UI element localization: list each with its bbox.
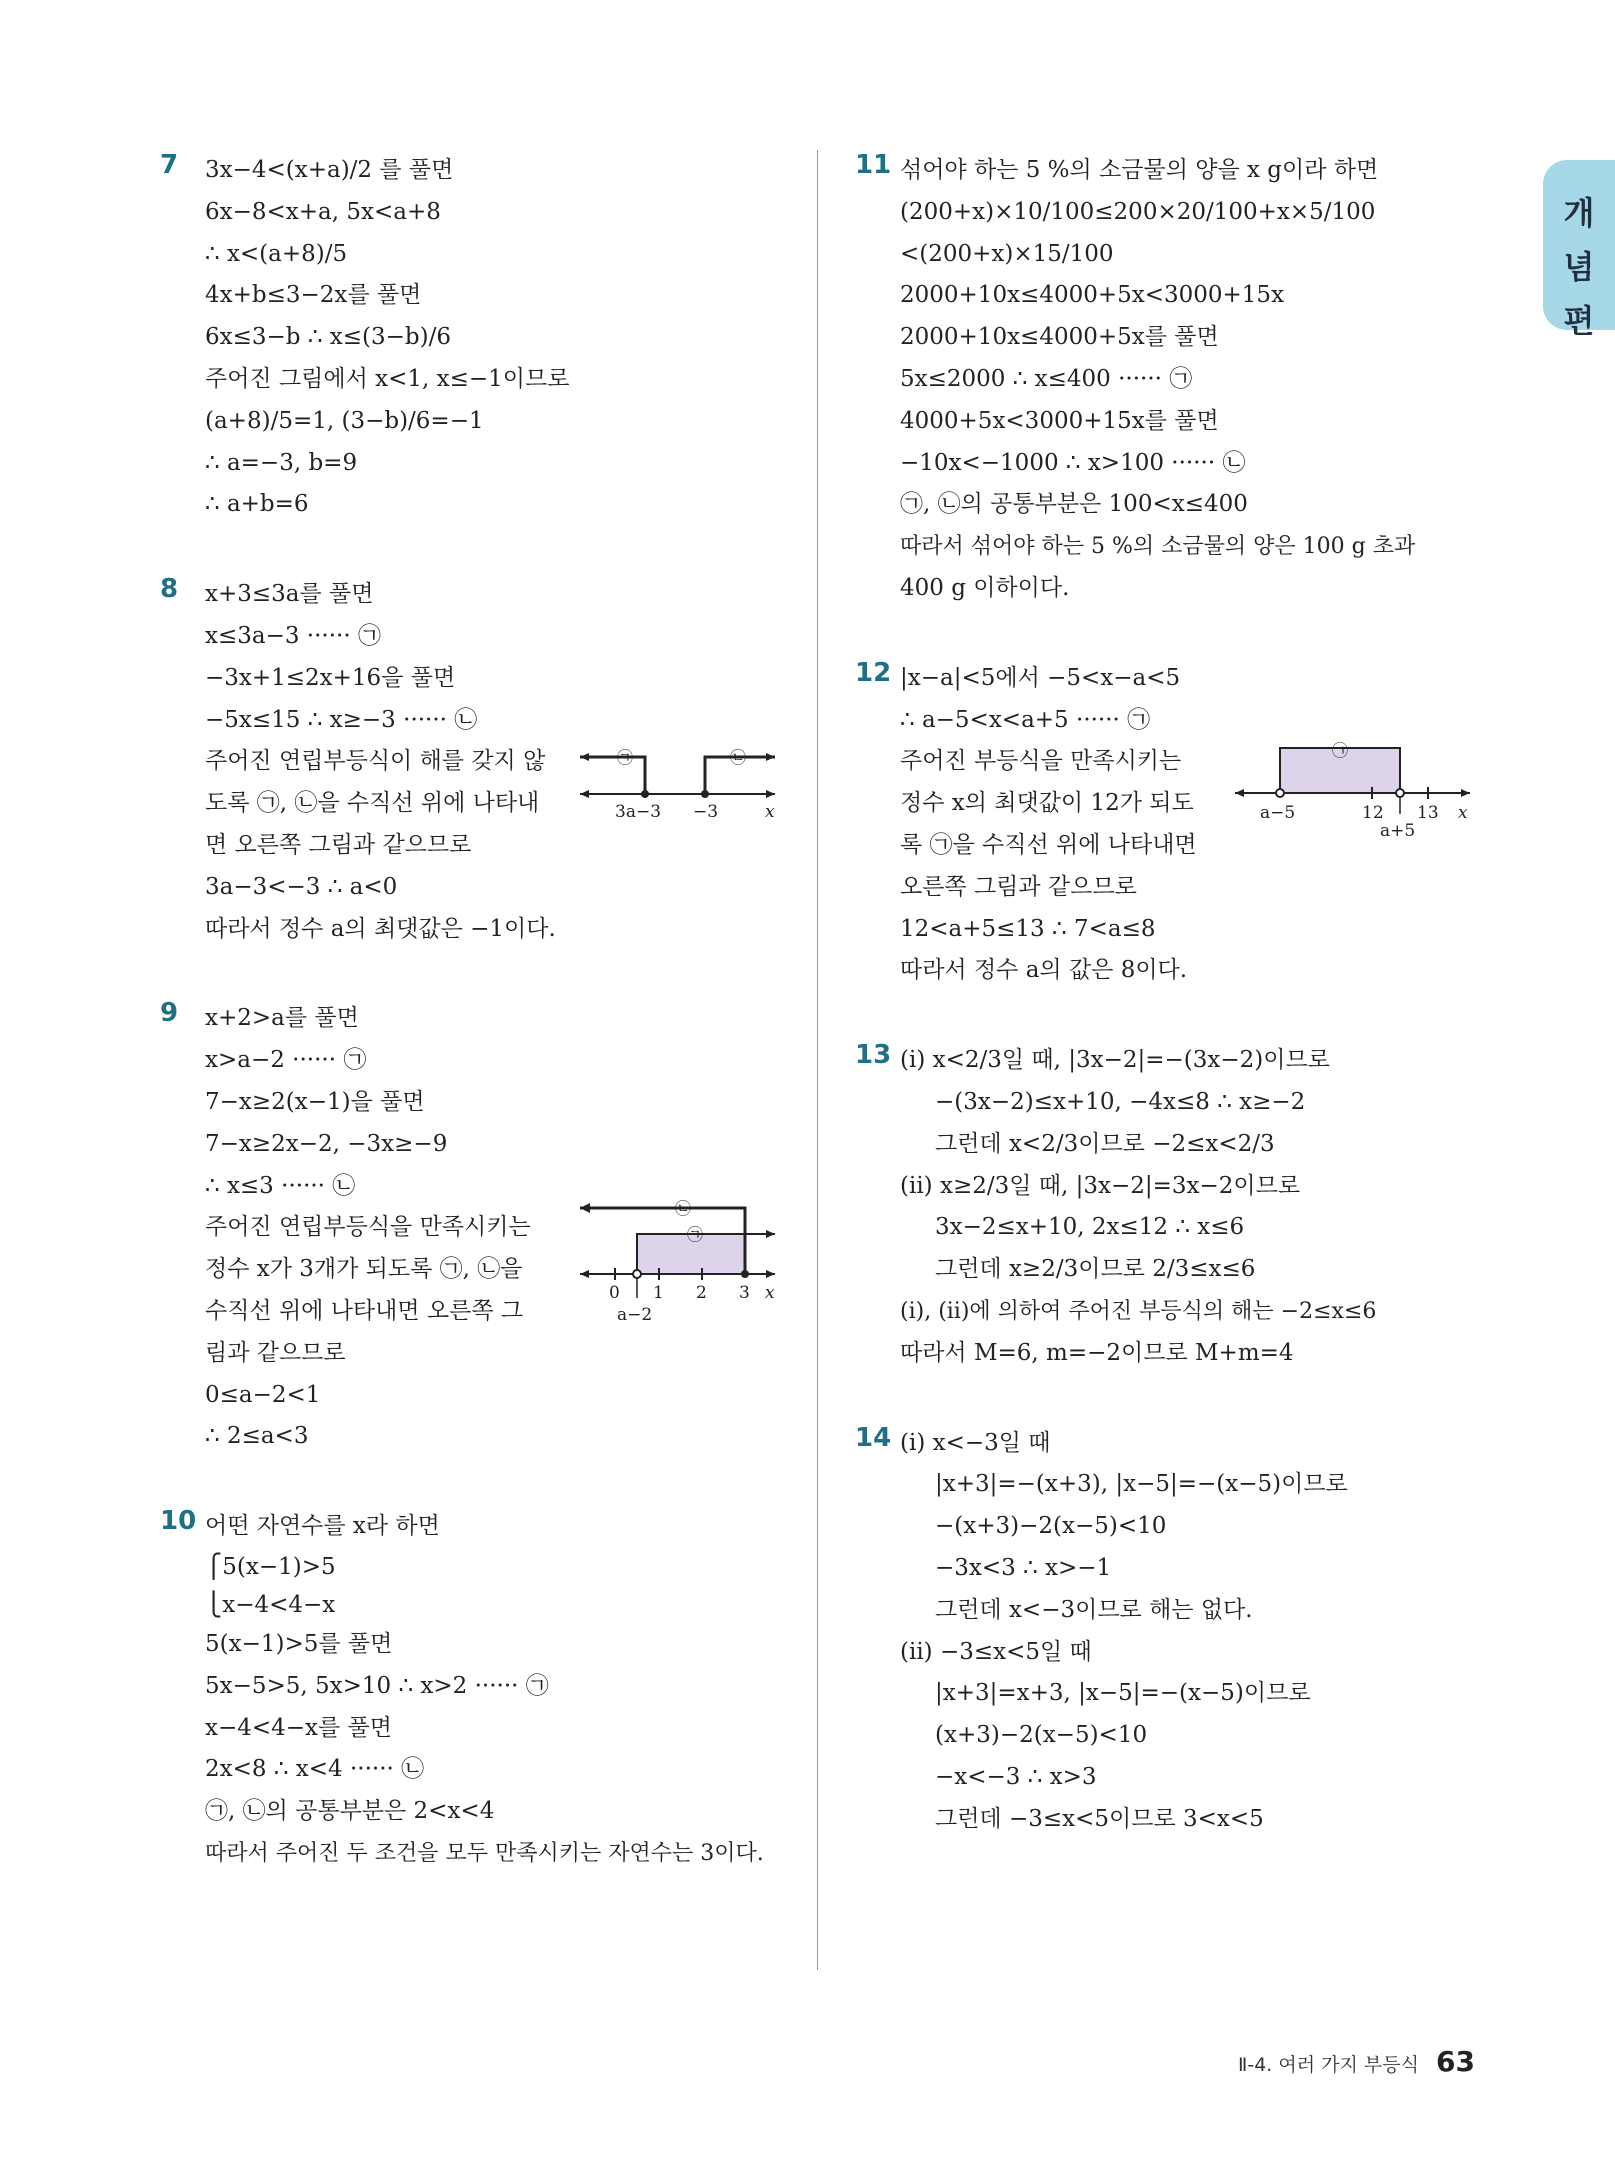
solution-line: −(3x−2)≤x+10, −4x≤8 ∴ x≥−2 [935,1088,1306,1115]
label-a+5: a+5 [1380,820,1416,838]
solution-line: 6x≤3−b ∴ x≤(3−b)/6 [205,324,451,351]
number-line-figure-12 [1230,738,1480,838]
solution-line: 오른쪽 그림과 같으므로 [900,873,1137,900]
solution-line: 그런데 x<−3이므로 해는 없다. [935,1596,1253,1623]
solution-line: −3x<3 ∴ x>−1 [935,1554,1112,1581]
solution-line: 3x−2≤x+10, 2x≤12 ∴ x≤6 [935,1214,1245,1241]
solution-line: 5x−5>5, 5x>10 ∴ x>2 ······ ㉠ [205,1672,549,1699]
mark-a: ㉠ [617,748,634,768]
solution-line: 따라서 섞어야 하는 5 %의 소금물의 양은 100 g 초과 [900,534,1416,560]
problem-8 [160,574,790,950]
problem-13 [855,1040,1495,1374]
solution-line: 2000+10x≤4000+5x<3000+15x [900,282,1285,309]
solution-line: |x−a|<5에서 −5<x−a<5 [900,664,1181,691]
solution-line: 4000+5x<3000+15x를 풀면 [900,407,1219,434]
solution-line: 4x+b≤3−2x를 풀면 [205,282,422,309]
solution-line: ㉠, ㉡의 공통부분은 2<x<4 [205,1798,495,1825]
solution-line: (ⅰ) x<2/3일 때, |3x−2|=−(3x−2)이므로 [900,1047,1330,1074]
solution-line: −x<−3 ∴ x>3 [935,1763,1097,1790]
solution-line: 면 오른쪽 그림과 같으므로 [205,831,472,858]
solution-line: 어떤 자연수를 x라 하면 [205,1513,440,1540]
solution-line: 섞어야 하는 5 %의 소금물의 양을 x g이라 하면 [900,157,1379,183]
solution-line: 7−x≥2x−2, −3x≥−9 [205,1130,448,1157]
solution-line: 2x<8 ∴ x<4 ······ ㉡ [205,1756,425,1783]
solution-line: (a+8)/5=1, (3−b)/6=−1 [205,407,484,434]
solution-line: −5x≤15 ∴ x≥−3 ······ ㉡ [205,706,478,733]
tab-char-2: 념 [1563,248,1595,286]
solution-line: 따라서 정수 a의 최댓값은 −1이다. [205,915,556,942]
solution-line: 록 ㉠을 수직선 위에 나타내면 [900,831,1197,858]
label-3a-3: 3a−3 [615,802,662,820]
solution-line: 400 g 이하이다. [900,574,1070,601]
number-line-figure-8 [575,739,785,819]
solution-line: 주어진 연립부등식을 만족시키는 [205,1214,531,1241]
solution-line: 5(x−1)>5를 풀면 [205,1630,393,1657]
solution-line: ∴ a=−3, b=9 [205,449,358,476]
column-divider [817,150,818,1970]
solution-line: 주어진 연립부등식이 해를 갖지 않 [205,748,546,775]
tab-char-1: 개 [1563,194,1595,232]
solution-line: 12<a+5≤13 ∴ 7<a≤8 [900,915,1156,942]
solution-line: 정수 x가 3개가 되도록 ㉠, ㉡을 [205,1256,523,1283]
problem-number: 14 [855,1422,892,1453]
problem-11 [855,150,1495,610]
label-x: x [765,802,775,820]
problem-number: 7 [160,150,179,180]
solution-line: ⎩x−4<4−x [205,1591,336,1618]
label-1: 1 [653,1283,664,1304]
mark-a: ㉠ [687,1225,704,1245]
solution-line: ⎧5(x−1)>5 [205,1553,336,1580]
solution-line: 7−x≥2(x−1)을 풀면 [205,1088,425,1115]
solution-line: |x+3|=x+3, |x−5|=−(x−5)이므로 [935,1680,1311,1707]
solution-line: x−4<4−x를 풀면 [205,1714,392,1741]
problem-number: 12 [855,657,892,688]
problem-number: 10 [160,1506,197,1537]
label-2: 2 [696,1283,707,1304]
label-a-2: a−2 [617,1305,653,1326]
solution-line: x≤3a−3 ······ ㉠ [205,622,381,649]
solution-line: 5x≤2000 ∴ x≤400 ······ ㉠ [900,365,1193,392]
solution-line: (ⅱ) x≥2/3일 때, |3x−2|=3x−2이므로 [900,1172,1301,1199]
mark-b: ㉡ [730,748,747,768]
problem-number: 13 [855,1040,892,1071]
left-column [160,150,790,1875]
solution-line: |x+3|=−(x+3), |x−5|=−(x−5)이므로 [935,1471,1348,1498]
tab-char-3: 편 [1563,302,1595,340]
problem-number: 8 [160,574,179,605]
solution-line: 주어진 부등식을 만족시키는 [900,748,1182,775]
solution-line: ㉠, ㉡의 공통부분은 100<x≤400 [900,491,1248,518]
label-13: 13 [1417,802,1439,823]
solution-line: ∴ 2≤a<3 [205,1423,309,1450]
solution-line: 3x−4<(x+a)/2 를 풀면 [205,157,454,183]
solution-line: −3x+1≤2x+16을 풀면 [205,664,456,691]
solution-line: ∴ x≤3 ······ ㉡ [205,1172,356,1199]
label-x: x [1458,802,1468,823]
problem-7 [160,150,790,526]
solution-line: (ⅰ) x<−3일 때 [900,1429,1051,1456]
label-x: x [765,1283,775,1304]
solution-line: 따라서 주어진 두 조건을 모두 만족시키는 자연수는 3이다. [205,1840,764,1866]
solution-line: −10x<−1000 ∴ x>100 ······ ㉡ [900,449,1246,476]
solution-line: x+2>a를 풀면 [205,1005,359,1032]
mark-a: ㉠ [1332,740,1349,760]
solution-line: 3a−3<−3 ∴ a<0 [205,873,398,900]
label-a-5: a−5 [1260,802,1296,823]
problem-9 [160,998,790,1458]
solution-line: ∴ a−5<x<a+5 ······ ㉠ [900,706,1151,733]
solution-line: 2000+10x≤4000+5x를 풀면 [900,324,1219,351]
right-column [855,150,1495,1840]
solution-line: −(x+3)−2(x−5)<10 [935,1513,1167,1540]
solution-line: 그런데 −3≤x<5이므로 3<x<5 [935,1805,1264,1832]
section-title: Ⅱ-4. 여러 가지 부등식 [1238,2054,1419,2076]
solution-line: 도록 ㉠, ㉡을 수직선 위에 나타내 [205,790,540,817]
solution-line: 정수 x의 최댓값이 12가 되도 [900,790,1194,817]
solution-line: (200+x)×10/100≤200×20/100+x×5/100 [900,198,1376,225]
solution-line: 수직선 위에 나타내면 오른쪽 그 [205,1297,524,1324]
section-tab [1543,160,1615,340]
number-line-figure-9 [575,1198,785,1328]
solution-line: x>a−2 ······ ㉠ [205,1047,367,1074]
solution-line: 0≤a−2<1 [205,1381,321,1408]
problem-12 [855,658,1495,992]
label-12: 12 [1362,802,1384,823]
solution-line: (ⅰ), (ⅱ)에 의하여 주어진 부등식의 해는 −2≤x≤6 [900,1298,1377,1324]
solution-line: 따라서 정수 a의 값은 8이다. [900,957,1188,984]
solution-line: 그런데 x<2/3이므로 −2≤x<2/3 [935,1130,1275,1157]
problem-number: 11 [855,150,892,180]
solution-line: 림과 같으므로 [205,1339,346,1366]
page-number: 63 [1436,2045,1475,2078]
solution-line: (x+3)−2(x−5)<10 [935,1722,1148,1749]
solution-line: 주어진 그림에서 x<1, x≤−1이므로 [205,365,570,392]
solution-line: ∴ a+b=6 [205,491,309,518]
label-0: 0 [609,1283,620,1304]
solution-line: <(200+x)×15/100 [900,240,1114,267]
page-footer [1238,2045,1475,2078]
solution-line: ∴ x<(a+8)/5 [205,240,348,267]
mark-b: ㉡ [675,1199,692,1219]
solution-line: 그런데 x≥2/3이므로 2/3≤x≤6 [935,1256,1256,1283]
problem-10 [160,1506,790,1875]
problem-number: 9 [160,998,179,1029]
label-neg3: −3 [693,802,719,820]
label-3: 3 [739,1283,750,1304]
solution-line: (ⅱ) −3≤x<5일 때 [900,1638,1092,1665]
problem-14 [855,1423,1495,1841]
solution-line: x+3≤3a를 풀면 [205,581,374,608]
solution-line: 따라서 M=6, m=−2이므로 M+m=4 [900,1339,1294,1366]
solution-line: 6x−8<x+a, 5x<a+8 [205,198,441,225]
